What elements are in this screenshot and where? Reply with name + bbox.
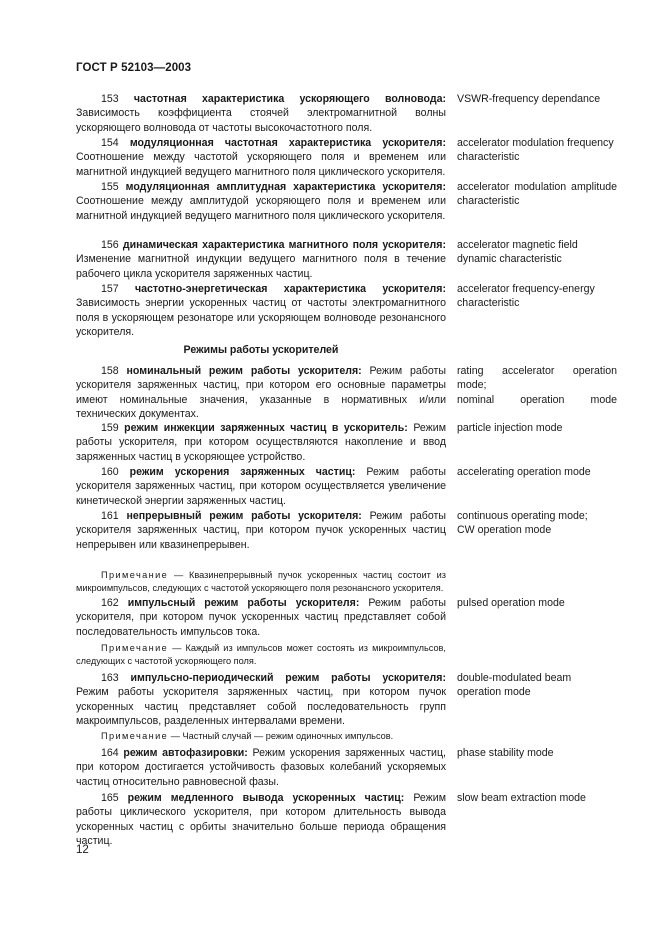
term-name: непрерывный режим работы ускорителя: [126,510,362,522]
document-header: ГОСТ Р 52103—2003 [76,62,192,74]
english-equivalent: phase stability mode [457,747,554,759]
term-text: Режим работы циклического ускорителя, при котором длительность вывода ускоренных частиц с орбиты значительно больше периода обращения частиц. [76,792,446,848]
page-number: 12 [76,844,89,856]
english-equivalent: accelerator modulation frequency characteristic [457,137,614,164]
note-label: Примечание [101,731,169,741]
term-number: 163 [101,672,119,684]
term-definition [76,465,446,508]
note-text: — Каждый из импульсов может состоять из микроимпульсов, следующих с частотой ускоряющего поля. [76,643,446,666]
term-number: 155 [101,181,119,193]
term-definition [76,421,446,464]
term-text: Соотношение между амплитудой ускоряющего поля и временем или магнитной индукцией ведущего магнитного поля циклического ускорителя. [76,195,446,222]
english-equivalent: accelerator magnetic field dynamic characteristic [457,239,578,266]
term-name: номинальный режим работы ускорителя: [126,365,362,377]
term-definition [76,746,446,789]
term-text: Зависимость коэффициента стоячей электромагнитной волны ускоряющего волновода от частоты высокочастотного поля. [76,107,446,134]
term-number: 158 [101,365,119,377]
term-definition [76,92,446,135]
term-text: Режим работы ускорителя, при котором осуществляются накопление и ввод заряженных частиц в ускоряющее устройство. [76,422,446,463]
term-number: 154 [101,137,119,149]
term-number: 159 [101,422,119,434]
term-name: режим ускорения заряженных частиц: [129,466,356,478]
term-text: Зависимость энергии ускоренных частиц от частоты электромагнитного поля в ускоряющем резонаторе или ускоряющем волноводе резонансного ускорителя. [76,297,446,339]
term-text: Режим ускорения заряженных частиц, при котором достигается устойчивость фазовых колебаний ускоряемых частиц относительно равновесной фазы. [76,747,446,788]
term-number: 161 [101,510,119,522]
note [76,730,446,743]
term-name: модуляционная частотная характеристика ускорителя: [129,137,446,149]
term-definition [76,596,446,639]
term-text: Режим работы ускорителя заряженных частиц, при котором пучок ускоренных частиц представляет собой последовательность групп макроимпульсов, разделенных интервалами времени. [76,686,446,728]
note-label: Примечание [101,643,169,653]
english-equivalent: accelerating operation mode [457,466,591,478]
note [76,569,446,595]
term-definition [76,671,446,729]
term-definition [76,238,446,281]
term-text: Соотношение между частотой ускоряющего поля и временем или магнитной индукцией ведущего магнитного поля циклического ускорителя. [76,151,446,178]
english-equivalent: pulsed operation mode [457,597,565,609]
term-name: импульсно-периодический режим работы ускорителя: [130,672,446,684]
term-number: 165 [101,792,119,804]
section-title: Режимы работы ускорителей [183,344,339,356]
note [76,642,446,668]
term-name: импульсный режим работы ускорителя: [127,597,360,609]
term-number: 160 [101,466,119,478]
term-number: 162 [101,597,119,609]
note-text: — Частный случай — режим одиночных импульсов. [170,731,394,741]
term-text: Режим работы ускорителя заряженных частиц, при котором осуществляется увеличение кинетической энергии заряженных частиц. [76,466,446,507]
note-text: — Квазинепрерывный пучок ускоренных частиц состоит из микроимпульсов, следующих с частотой ускоряющего поля резонансного ускорителя. [76,570,446,593]
term-name: режим медленного вывода ускоренных частиц: [127,792,405,804]
term-number: 153 [101,93,119,105]
term-definition [76,791,446,849]
term-number: 157 [101,283,119,295]
english-equivalent: continuous operating mode; CW operation mode [457,510,588,537]
term-name: частотная характеристика ускоряющего волновода: [133,93,446,105]
term-definition [76,180,446,223]
term-text: Режим работы ускорителя, при котором пучок ускоренных частиц представляет собой последовательность импульсов тока. [76,597,446,638]
english-equivalent: VSWR-frequency dependance [457,93,601,105]
term-text: Режим работы ускорителя заряженных частиц, при котором пучок ускоренных частиц непрерывен или квазинепрерывен. [76,510,446,551]
term-name: режим автофазировки: [123,747,248,759]
term-definition [76,282,446,340]
term-definition [76,509,446,552]
term-text: Изменение магнитной индукции ведущего магнитного поля в течение рабочего цикла ускорителя заряженных частиц. [76,253,446,280]
english-equivalent: slow beam extraction mode [457,792,586,804]
term-name: динамическая характеристика магнитного поля ускорителя: [122,239,446,251]
term-number: 164 [101,747,119,759]
term-name: частотно-энергетическая характеристика ускорителя: [135,283,446,295]
english-equivalent: particle injection mode [457,422,563,434]
term-name: режим инжекции заряженных частиц в ускоритель: [124,422,408,434]
term-number: 156 [101,239,119,251]
note-label: Примечание [101,570,169,580]
term-text: Режим работы ускорителя заряженных частиц, при котором его основные параметры имеют номинальные значения, указанные в нормативных и/или технических документах. [76,365,446,421]
english-equivalent: rating accelerator operation mode; nominal operation mode [457,365,617,406]
term-name: модуляционная амплитудная характеристика ускорителя: [125,181,446,193]
english-equivalent: double-modulated beam operation mode [457,672,572,699]
english-equivalent: accelerator modulation amplitude characteristic [457,181,617,208]
term-definition [76,136,446,179]
term-definition [76,364,446,422]
english-equivalent: accelerator frequency-energy characteristic [457,283,595,310]
